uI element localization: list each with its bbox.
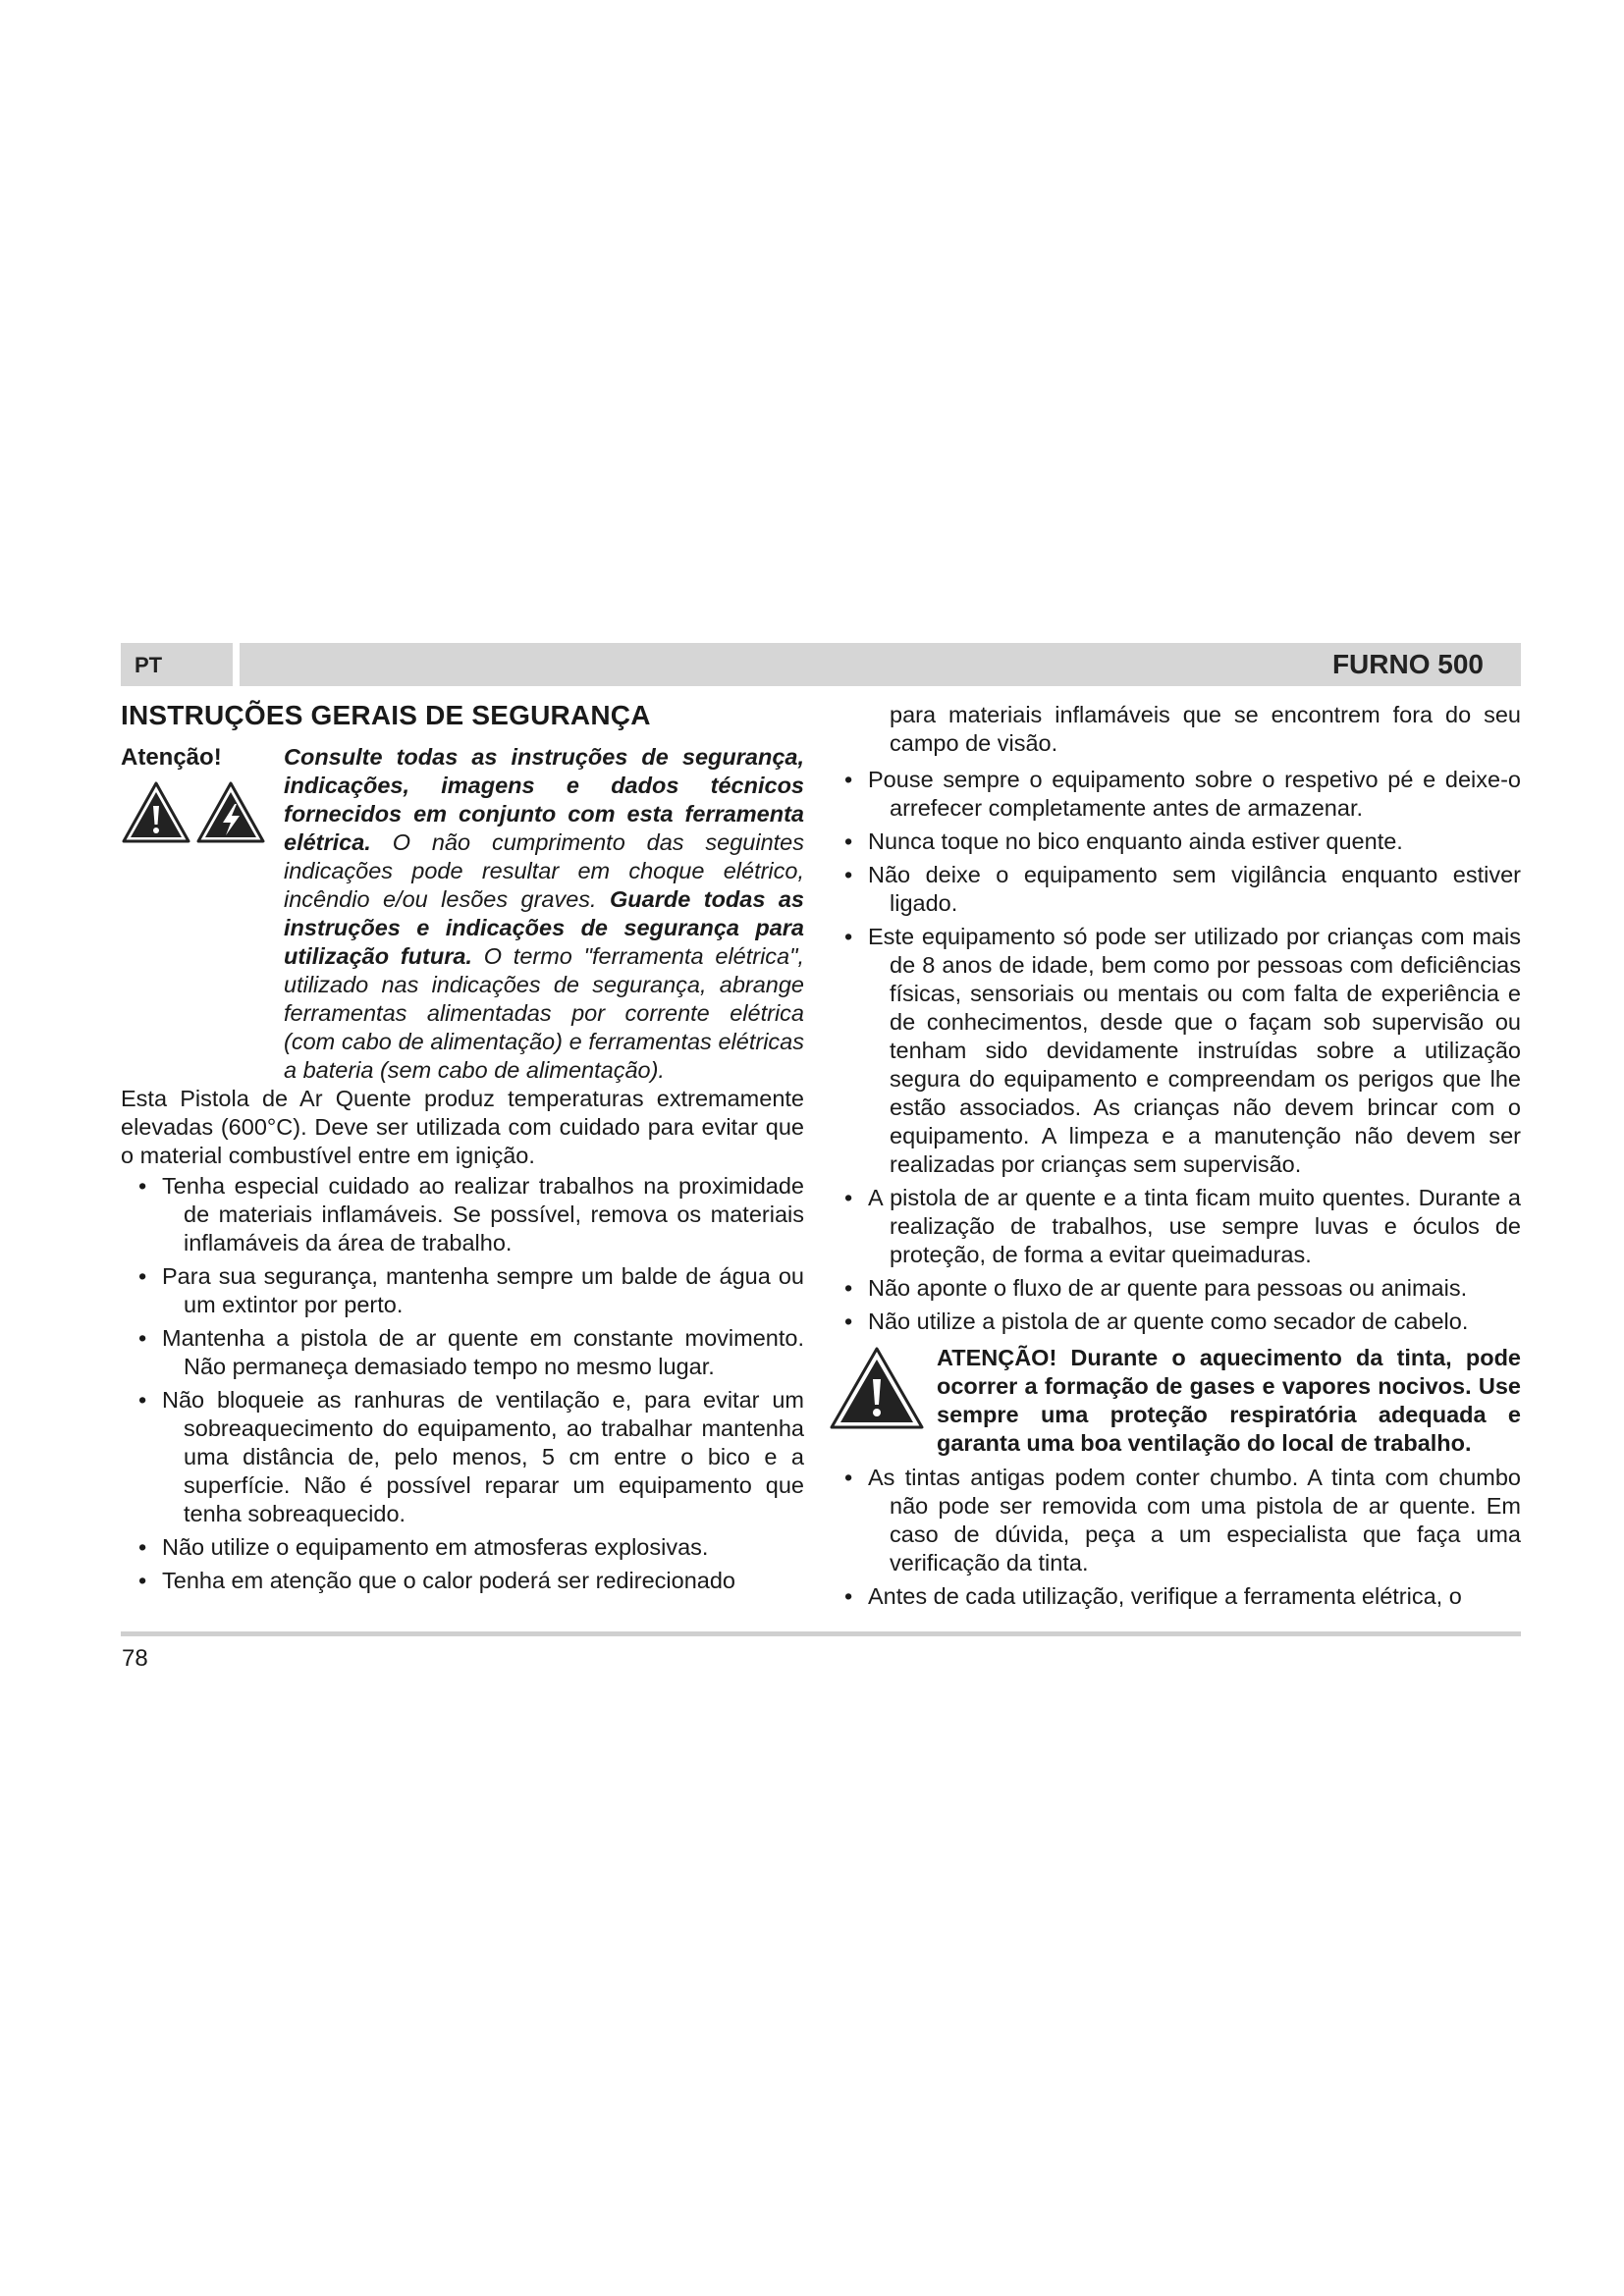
warning-bold-1: Consulte todas as instruções de segurança, indicações, imagens e dados técnicos fornecidos em conjunto com esta ferramenta elétrica. — [284, 744, 804, 855]
list-item: • Para sua segurança, mantenha sempre um balde de água ou um extintor por perto. — [138, 1263, 804, 1317]
intro-paragraph: Esta Pistola de Ar Quente produz temperaturas extremamente elevadas (600°C). Deve ser utilizada com cuidado para evitar que o material combustível entre em ignição. — [121, 1086, 804, 1168]
list-item: • Nunca toque no bico enquanto ainda estiver quente. — [844, 828, 1403, 854]
warning-triangle-icon — [124, 783, 189, 841]
list-item: • Pouse sempre o equipamento sobre o respetivo pé e deixe-o arrefecer completamente antes de armazenar. — [844, 767, 1521, 821]
caution-text: ATENÇÃO! Durante o aquecimento da tinta, pode ocorrer a formação de gases e vapores nocivos. Use sempre uma proteção respiratória adequada e garanta uma boa ventilação do local de trabalho. — [937, 1345, 1521, 1456]
caution-block — [827, 1344, 1521, 1460]
warning-icons — [121, 780, 268, 845]
right-column — [827, 699, 1521, 1616]
warning-triangle-icon — [829, 1346, 925, 1430]
language-tab: PT — [121, 643, 233, 686]
list-item: • Não utilize a pistola de ar quente como secador de cabelo. — [844, 1308, 1469, 1334]
list-item: • Este equipamento só pode ser utilizado por crianças com mais de 8 anos de idade, bem como por pessoas com deficiências físicas, sensoriais ou mentais ou com falta de experiência e de conhecimentos, desde que o façam sob supervisão ou tenham sido devidamente instruídas sobre a utilização segura do equipamento e compreendam os perigos que lhe estão associados. As crianças não devem brincar com o equipamento. A limpeza e a manutenção não devem ser realizadas por crianças sem supervisão. — [844, 924, 1521, 1177]
list-item: • Mantenha a pistola de ar quente em constante movimento. Não permaneça demasiado tempo no mesmo lugar. — [138, 1325, 804, 1379]
list-item: • Tenha especial cuidado ao realizar trabalhos na proximidade de materiais inflamáveis. Se possível, remova os materiais inflamáveis da área de trabalho. — [138, 1173, 804, 1255]
section-title: INSTRUÇÕES GERAIS DE SEGURANÇA — [121, 700, 651, 730]
left-column — [121, 699, 804, 1600]
right-bullet-list-b — [827, 1464, 1521, 1611]
warning-italic-1: O não cumprimento das seguintes indicações pode resultar em choque elétrico, incêndio e/ou lesões graves. — [284, 829, 804, 912]
list-item: • Tenha em atenção que o calor poderá ser redirecionado — [138, 1568, 735, 1593]
attention-text — [284, 743, 804, 1085]
list-item: • Não bloqueie as ranhuras de ventilação e, para evitar um sobreaquecimento do equipamento, ao trabalhar mantenha uma distância de, pelo menos, 5 cm entre o bico e a superfície. Não é possível reparar um equipamento que tenha sobreaquecido. — [138, 1387, 804, 1526]
electric-shock-icon — [198, 783, 263, 841]
list-item-continuation: para materiais inflamáveis que se encontrem fora do seu campo de visão. — [890, 702, 1521, 756]
attention-block — [121, 743, 804, 1085]
list-item: • Não aponte o fluxo de ar quente para pessoas ou animais. — [844, 1275, 1468, 1301]
warning-bold-2: Guarde todas as instruções e indicações de segurança para utilização futura. — [284, 886, 804, 969]
right-bullet-list-a — [827, 701, 1521, 1336]
list-item: • A pistola de ar quente e a tinta ficam muito quentes. Durante a realização de trabalhos, use sempre luvas e óculos de proteção, de forma a evitar queimaduras. — [844, 1185, 1521, 1267]
list-item: • Antes de cada utilização, verifique a ferramenta elétrica, o — [844, 1583, 1462, 1609]
page-number: 78 — [122, 1645, 148, 1672]
list-item: • Não deixe o equipamento sem vigilância enquanto estiver ligado. — [844, 862, 1521, 916]
model-header: FURNO 500 — [240, 643, 1521, 686]
footer-divider — [121, 1631, 1521, 1636]
list-item: • Não utilize o equipamento em atmosferas explosivas. — [138, 1534, 709, 1560]
list-item: • As tintas antigas podem conter chumbo. A tinta com chumbo não pode ser removida com uma pistola de ar quente. Em caso de dúvida, peça a um especialista que faça uma verificação da tinta. — [844, 1465, 1521, 1575]
attention-label: Atenção! — [121, 744, 222, 771]
warning-italic-2: O termo "ferramenta elétrica", utilizado nas indicações de segurança, abrange ferramentas alimentadas por corrente elétrica (com cabo de alimentação) e ferramentas elétricas a bateria (sem cabo de alimentação). — [284, 943, 804, 1083]
left-bullet-list — [121, 1172, 804, 1595]
